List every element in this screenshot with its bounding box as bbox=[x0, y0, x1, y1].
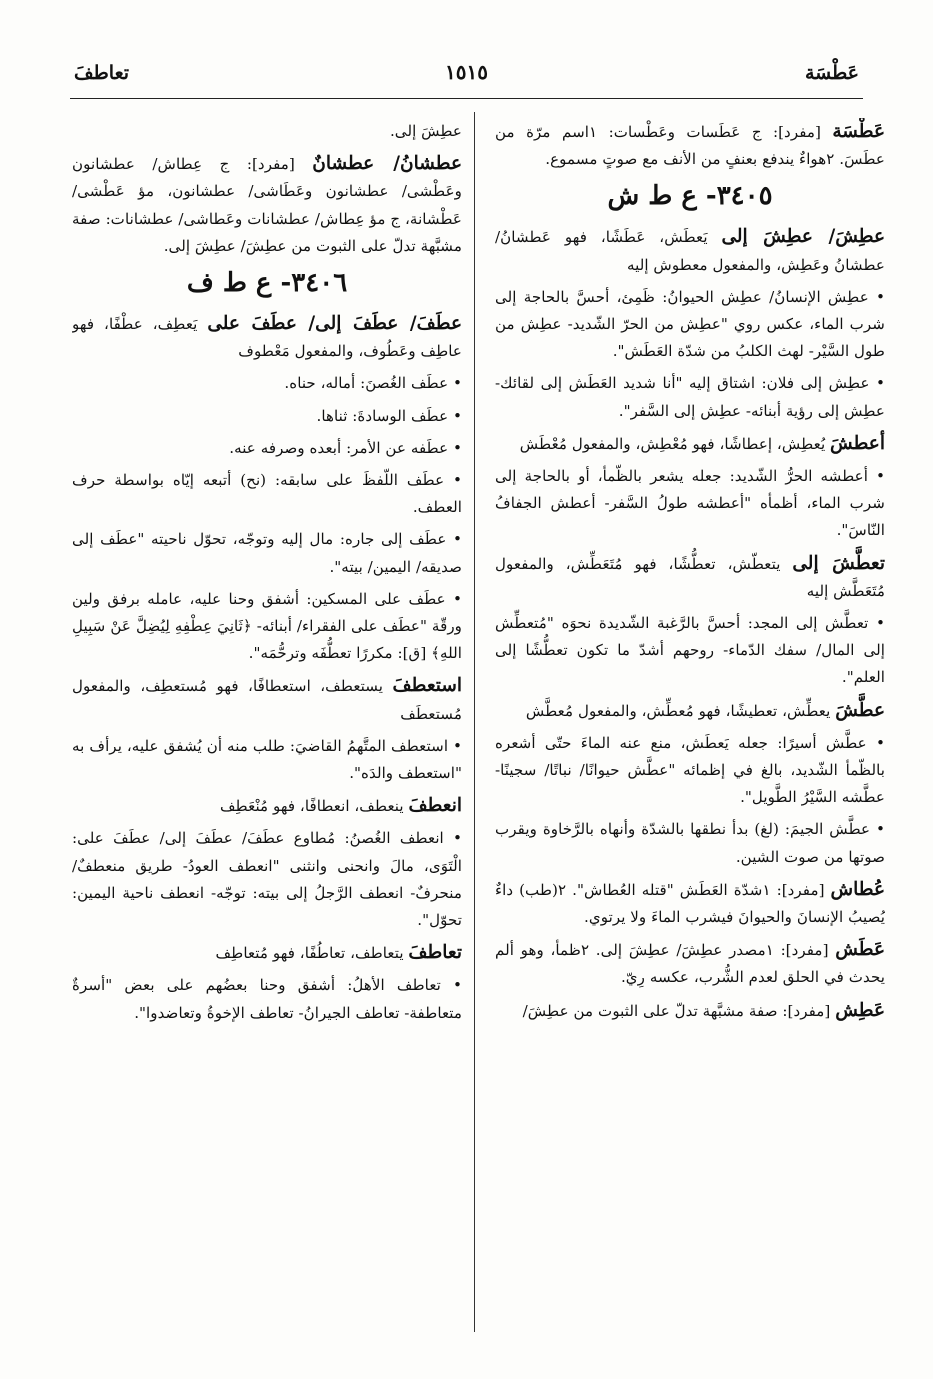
dictionary-entry bbox=[72, 150, 462, 260]
sense-item: • انعطف الغُصنُ: مُطاوع عطَفَ/ عطَفَ إلى/ عطَفَ على: الْتَوَى، مالَ وانحنى وانثنى "انعطف العودُ- طريق منعطفٌ/ منحرفٌ- انعطف الرَّجلُ إلى بيته: توجّه- انعطف ناحية اليمين: تحوّل". bbox=[72, 825, 462, 934]
page-header bbox=[70, 58, 863, 99]
entry-definition: [مفرد]: ج عِطاش/ عطشانون وعَطْشى/ عطشانون وعَطَاشى/ عطشانون، مؤ عَطْشى/ عَطْشانة، ج مؤ عِطاش/ عطشانات وعَطاشى/ عطشانات: صفة مشبَّهة تدلّ على الثبوت من عطِشَ/ عطِشَ إلى. bbox=[72, 155, 462, 255]
header-guide-word-last: تعاطفَ bbox=[74, 62, 130, 84]
headword: عَطْسَة bbox=[832, 121, 885, 142]
sense-item: • عطِش الإنسانُ/ عطِش الحيوانُ: ظَمِئ، أحسَّ بالحاجة إلى شرب الماء، عكس روي "عطِش من الحرّ الشّديد- عطِش من طول السَّيْر- لهث الكلبُ من شدّة العَطَش". bbox=[495, 284, 885, 366]
column-divider bbox=[474, 112, 475, 1332]
dictionary-entry bbox=[495, 876, 885, 931]
dictionary-entry bbox=[495, 223, 885, 278]
dictionary-entry bbox=[72, 939, 462, 967]
entry-definition: [مفرد]: ١مصدر عطِشَ/ عطِشَ إلى. ٢ظمأ، وهو ألم يحدث في الحلق لعدم الشُّرب، عكسه رِيّ. bbox=[495, 941, 885, 987]
entry-definition: يستعطف، استعطافًا، فهو مُستعطِف، والمفعول مُستعطَف bbox=[72, 677, 462, 723]
sense-item: • تعطَّش إلى المجد: أحسَّ بالرَّغبة الشّديدة نحوَه "مُتعطِّش إلى المال/ سفك الدّماء- روحهم أشدّ ما تكون تعطُّشًا إلى العلم". bbox=[495, 610, 885, 692]
headword: عُطاش bbox=[830, 878, 885, 900]
root-heading: ٣٤٠٦- ع ط ف bbox=[186, 268, 348, 299]
dictionary-entry bbox=[72, 672, 462, 727]
sense-item: • عطَفه عن الأمر: أبعده وصرفه عنه. bbox=[72, 435, 462, 462]
headword: تعطَّشَ إلى bbox=[792, 552, 885, 574]
headword: تعاطفَ bbox=[408, 942, 462, 964]
right-column bbox=[495, 118, 885, 1328]
sense-item: • عطَف اللّفظَ على سابقه: (نح) أتبعه إيّاه بواسطة حرف العطف. bbox=[72, 467, 462, 521]
dictionary-entry bbox=[495, 118, 885, 173]
left-column bbox=[72, 118, 462, 1328]
entry-definition: يُعطِش، إعطاشًا، فهو مُعْطِش، والمفعول مُعْطَش bbox=[519, 434, 831, 453]
sense-item: • عطَف الوسادةَ: ثناها. bbox=[72, 403, 462, 430]
root-heading: ٣٤٠٥- ع ط ش bbox=[607, 181, 773, 212]
headword: عطَفَ/ عطَفَ إلى/ عطَفَ على bbox=[207, 313, 462, 335]
sense-item: • استعطف المتَّهمُ القاضيَ: طلب منه أن يُشفق عليه، يرأف به "استعطف والدَه". bbox=[72, 733, 462, 787]
continuation-text: عطِشَ إلى. bbox=[389, 122, 462, 140]
entry-definition: [مفرد]: ج عَطَسات وعَطْسات: ١اسم مرّة من عطَسَ. ٢هواءٌ يندفع بعنفٍ من الأنف مع صوتٍ مسموع. bbox=[495, 123, 885, 169]
headword: عطشانُ/ عطشانٌ bbox=[312, 153, 462, 175]
sense-item: • عطَّش أسيرًا: جعله يَعطَش، منع عنه الماءَ حتّى أشعره بالظّمأ الشّديد، بالغ في إظمائه "عطَّش حيوانًا/ نباتًا/ سجينًا- عطَّشه السَّيْرُ الطَّويل". bbox=[495, 730, 885, 812]
dictionary-entry bbox=[495, 997, 885, 1025]
headword: انعطفَ bbox=[408, 795, 462, 817]
sense-item: • عطَف على المسكين: أشفق وحنا عليه، عامله برفق ولين ورقّة "عطَف على الفقراء/ أبنائه- ﴿ثَانِيَ عِطْفِهِ لِيُضِلَّ عَنْ سَبِيلِ اللهِ﴾ [ق]: مكررًا تعطُّفَه وترحُّمَه". bbox=[72, 586, 462, 668]
headword: عطِشَ/ عطِشَ إلى bbox=[721, 226, 885, 248]
sense-item: • عطَف الغُصنَ: أماله، حناه. bbox=[72, 370, 462, 397]
entry-definition: يتعاطف، تعاطُفًا، فهو مُتعاطِف bbox=[215, 944, 409, 963]
entry-definition: ينعطف، انعطافًا، فهو مُنْعَطِف bbox=[219, 797, 409, 816]
sense-item: • تعاطف الأهلُ: أشفق وحنا بعضُهم على بعض "أسرةٌ متعاطفة- تعاطف الجيرانُ- تعاطف الإخوةُ وتعاضدوا". bbox=[72, 972, 462, 1026]
entry-definition: يعطِّش، تعطيشًا، فهو مُعطِّش، والمفعول مُعطَّش bbox=[525, 701, 836, 720]
page-number: ١٥١٥ bbox=[445, 60, 488, 84]
sense-item: • عطَّش الجيمَ: (لغ) بدأ نطقها بالشدّة وأنهاه بالرَّخاوة ويقرب صوتها من صوت الشين. bbox=[495, 816, 885, 870]
dictionary-entry bbox=[72, 792, 462, 820]
headword: أعطشَ bbox=[830, 432, 885, 454]
dictionary-entry bbox=[495, 697, 885, 725]
headword: استعطفَ bbox=[392, 675, 462, 697]
entry-definition: يَعطَش، عَطَشًا، فهو عَطشانُ/ عطشانُ وعَطِش، والمفعول معطوش إليه bbox=[495, 228, 885, 274]
headword: عَطَش bbox=[835, 939, 885, 961]
headword: عطَّشَ bbox=[835, 699, 885, 721]
dictionary-entry bbox=[495, 430, 885, 458]
header-guide-word-first: عَطْسَة bbox=[804, 62, 859, 84]
dictionary-entry bbox=[495, 936, 885, 991]
entry-definition: يَعطِف، عطْفًا، فهو عاطِف وعَطُوف، والمفعول مَعْطوف bbox=[72, 315, 462, 361]
dictionary-entry bbox=[495, 550, 885, 605]
entry-definition: [مفرد]: ١شدّة العَطَش "قتله العُطاش". ٢(طب) داءٌ يُصيبُ الإنسانَ والحيوانَ فيشرب الماءَ ولا يرتوي. bbox=[495, 880, 885, 927]
headword: عَطِش bbox=[835, 999, 885, 1021]
entry-definition: [مفرد]: صفة مشبَّهة تدلّ على الثبوت من عطِشَ/ bbox=[522, 1001, 836, 1020]
sense-item: • عطَف إلى جاره: مال إليه وتوجّه، تحوّل ناحيته "عطَف إلى صديقه/ اليمين/ بيته". bbox=[72, 526, 462, 580]
entry-definition: يتعطّش، تعطُّشًا، فهو مُتَعَطِّش، والمفعول مُتَعَطَّش إليه bbox=[495, 554, 885, 600]
sense-item: • عطِش إلى فلان: اشتاق إليه "أنا شديد العَطَش إلى لقائك- عطِش إلى رؤية أبنائه- عطِش إلى السَّفر". bbox=[495, 370, 885, 424]
dictionary-entry bbox=[72, 310, 462, 365]
sense-item: • أعطشه الحرُّ الشّديد: جعله يشعر بالظّمأ، أو بالحاجة إلى شرب الماء، أظمأه "أعطشه طولُ السَّفر- أعطش الجفافُ النّاسَ". bbox=[495, 463, 885, 545]
